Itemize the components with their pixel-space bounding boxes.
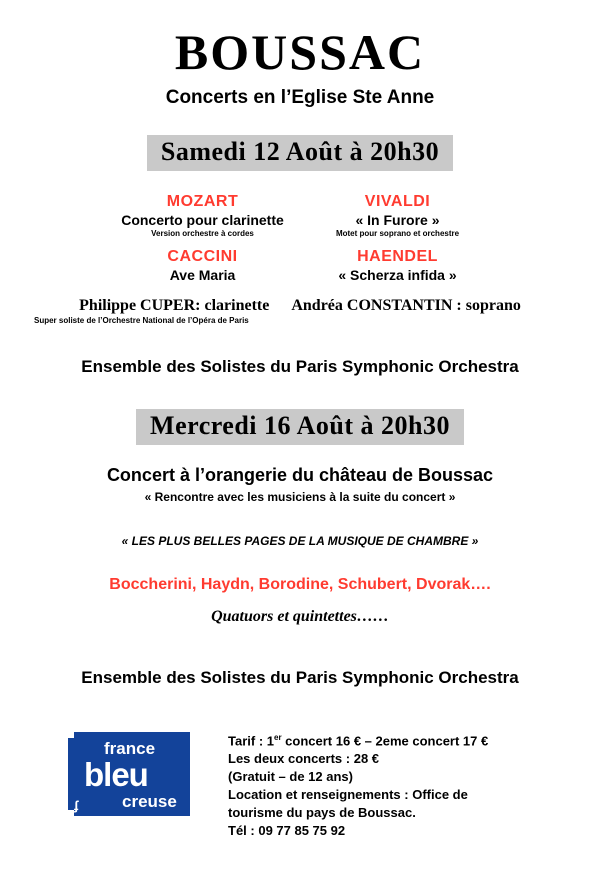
- composer-name: VIVALDI: [364, 192, 431, 210]
- concert1-ensemble: Ensemble des Solistes du Paris Symphonic Orchestra: [81, 356, 519, 376]
- work-title: Concerto pour clarinette: [121, 211, 284, 228]
- concert1-performers: [0, 297, 600, 325]
- concert-poster: [0, 26, 600, 889]
- concert1-date-banner-wrap: [0, 135, 600, 171]
- concert2-composers: Boccherini, Haydn, Borodine, Schubert, Dvorak….: [109, 575, 491, 593]
- info-line-location-2: tourisme du pays de Boussac.: [228, 805, 416, 821]
- info-line-location-1: Location et renseignements : Office de: [228, 787, 468, 803]
- concert1-program-row1: [0, 193, 600, 238]
- concert2-chamber-line: « LES PLUS BELLES PAGES DE LA MUSIQUE DE CHAMBRE »: [121, 533, 479, 548]
- program-item: [300, 193, 495, 238]
- logo-france-text: france: [104, 739, 156, 758]
- page-subtitle: Concerts en l’Eglise Ste Anne: [165, 86, 435, 108]
- work-title: « Scherza infida »: [338, 266, 457, 283]
- performer-clarinet-note: Super soliste de l’Orchestre National de l’Opéra de Paris: [34, 315, 249, 325]
- composer-name: HAENDEL: [357, 247, 438, 265]
- concert2-date-banner: Mercredi 16 Août à 20h30: [136, 409, 464, 445]
- page-title: BOUSSAC: [174, 24, 426, 80]
- work-note: Motet pour soprano et orchestre: [335, 228, 460, 238]
- performer-clarinet: Philippe CUPER: clarinette: [79, 296, 270, 314]
- info-line-both: Les deux concerts : 28 €: [228, 751, 380, 767]
- program-item: [300, 248, 495, 283]
- france-bleu-creuse-logo: [62, 732, 190, 816]
- logo-creuse-text: creuse: [122, 792, 177, 811]
- concert2-title: Concert à l’orangerie du château de Boussac: [106, 464, 494, 485]
- work-title: Ave Maria: [169, 266, 236, 283]
- ticket-info: [228, 732, 488, 840]
- info-line-phone: Tél : 09 77 85 75 92: [228, 823, 346, 839]
- info-line-free: (Gratuit – de 12 ans): [228, 769, 353, 785]
- program-item: [105, 193, 300, 238]
- program-item: [105, 248, 300, 283]
- work-note: Version orchestre à cordes: [151, 228, 254, 238]
- concert1-date-banner: Samedi 12 Août à 20h30: [147, 135, 453, 171]
- concert1-program-row2: [0, 248, 600, 283]
- info-line-price: Tarif : 1er concert 16 € – 2eme concert 17 €: [228, 733, 489, 749]
- concert2-date-banner-wrap: [0, 409, 600, 445]
- work-title: « In Furore »: [355, 211, 440, 228]
- concert2-formats: Quatuors et quintettes……: [211, 607, 389, 625]
- logo-bleu-text: bleu: [84, 756, 148, 793]
- concert2-subtitle: « Rencontre avec les musiciens à la suite du concert »: [144, 489, 456, 504]
- composer-name: MOZART: [166, 192, 239, 210]
- concert2-ensemble: Ensemble des Solistes du Paris Symphonic Orchestra: [81, 667, 519, 687]
- performer-soprano: Andréa CONSTANTIN : soprano: [291, 296, 521, 314]
- logo-f-mark-icon: ʄ: [74, 798, 79, 813]
- composer-name: CACCINI: [167, 247, 238, 265]
- poster-footer: [0, 732, 600, 840]
